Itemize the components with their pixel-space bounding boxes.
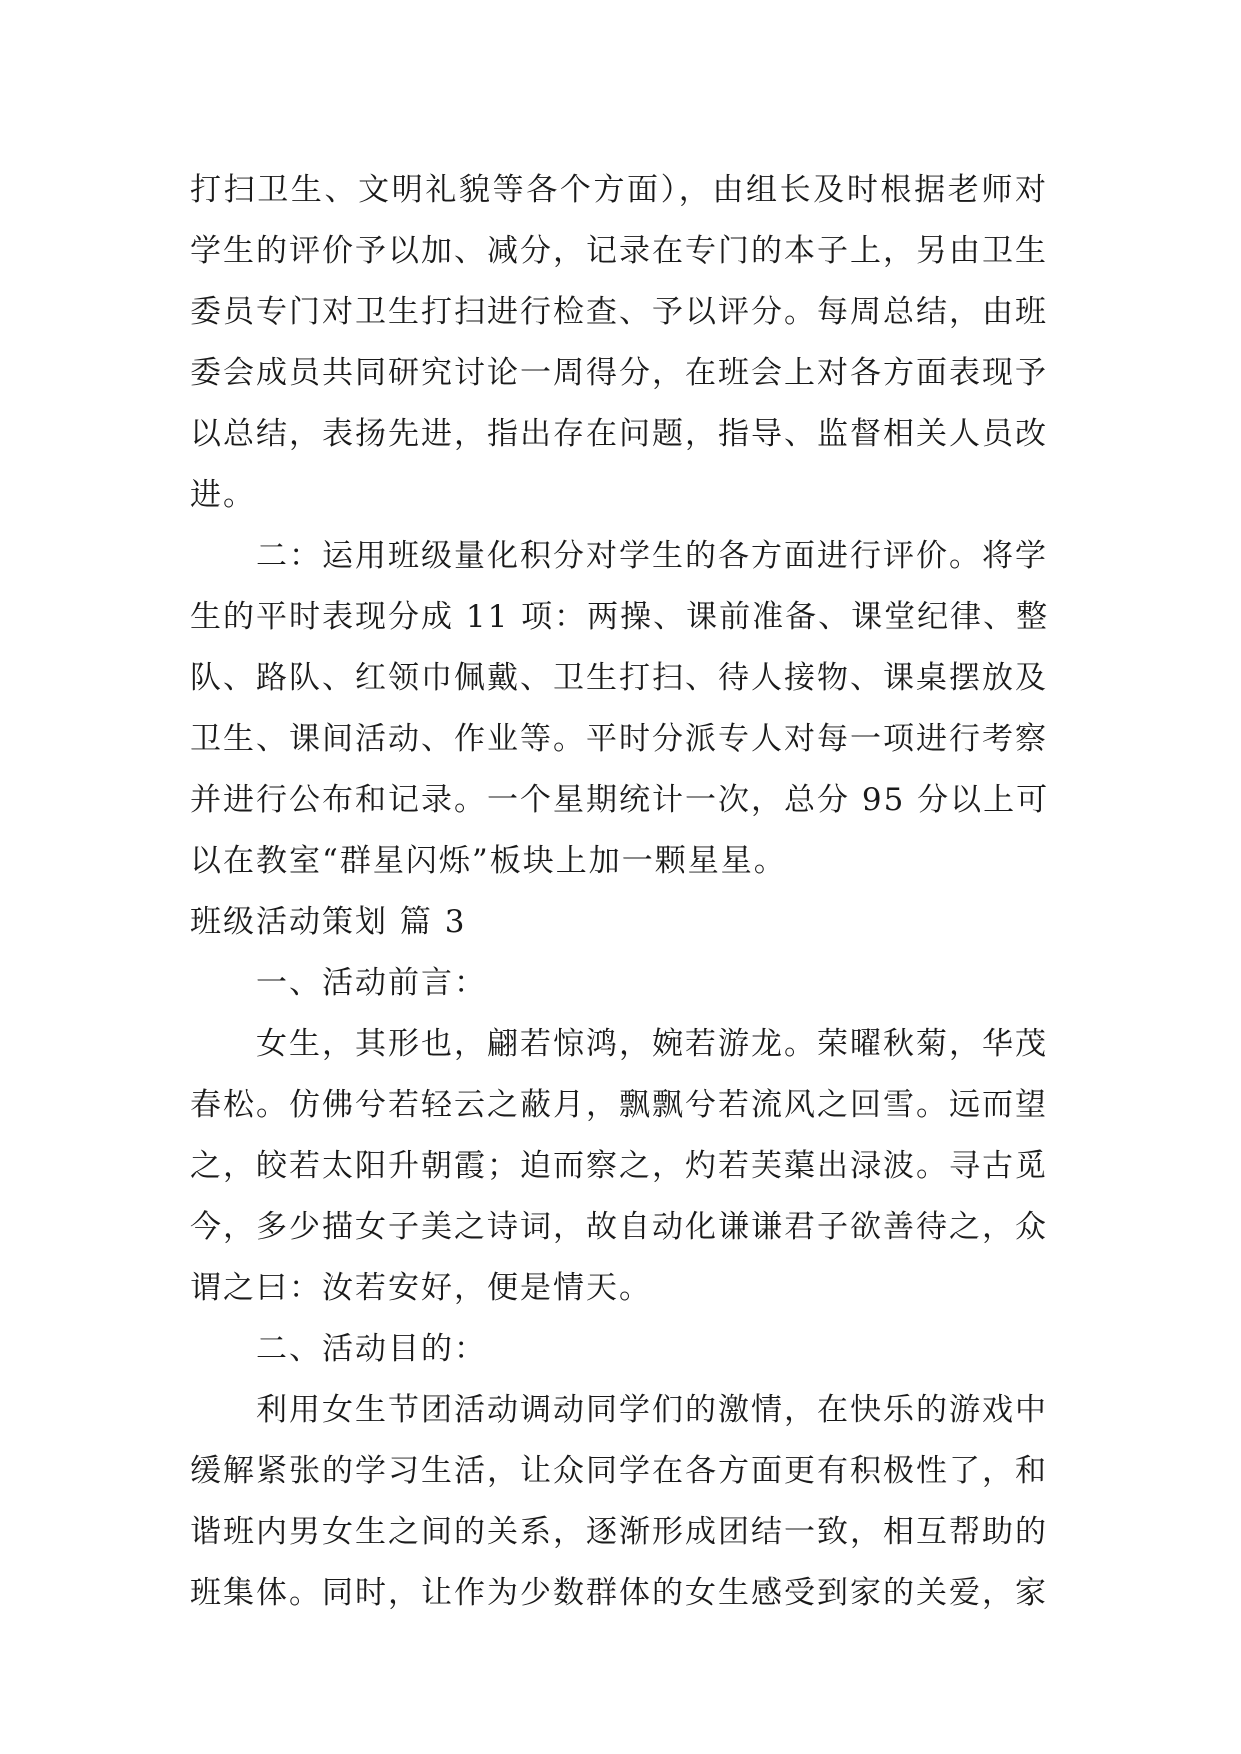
text-line: 进。	[190, 477, 256, 513]
text-line: 缓解紧张的学习生活，让众同学在各方面更有积极性了，和	[190, 1453, 1048, 1489]
text-line: 学生的评价予以加、减分，记录在专门的本子上，另由卫生	[190, 233, 1048, 269]
text-line: 二：运用班级量化积分对学生的各方面进行评价。将学	[256, 538, 1048, 574]
text-line: 队、路队、红领巾佩戴、卫生打扫、待人接物、课桌摆放及	[190, 660, 1048, 696]
text-line: 利用女生节团活动调动同学们的激情，在快乐的游戏中	[256, 1392, 1048, 1428]
text-line: 委会成员共同研究讨论一周得分，在班会上对各方面表现予	[190, 355, 1048, 391]
text-line: 卫生、课间活动、作业等。平时分派专人对每一项进行考察	[190, 721, 1048, 757]
text-line: 班集体。同时，让作为少数群体的女生感受到家的关爱，家	[190, 1575, 1048, 1611]
text-line: 春松。仿佛兮若轻云之蔽月，飘飘兮若流风之回雪。远而望	[190, 1087, 1048, 1123]
text-line: 以总结，表扬先进，指出存在问题，指导、监督相关人员改	[190, 416, 1048, 452]
text-line: 之，皎若太阳升朝霞；迫而察之，灼若芙蕖出渌波。寻古觅	[190, 1148, 1048, 1184]
text-line: 委员专门对卫生打扫进行检查、予以评分。每周总结，由班	[190, 294, 1048, 330]
text-line: 一、活动前言：	[256, 965, 487, 1001]
document-page	[190, 160, 1048, 1624]
text-line: 班级活动策划 篇 3	[190, 904, 467, 940]
text-line: 二、活动目的：	[256, 1331, 487, 1367]
text-line: 今，多少描女子美之诗词，故自动化谦谦君子欲善待之，众	[190, 1209, 1048, 1245]
text-line: 谓之曰：汝若安好，便是情天。	[190, 1270, 652, 1306]
text-line: 女生，其形也，翩若惊鸿，婉若游龙。荣曜秋菊，华茂	[256, 1026, 1048, 1062]
text-line: 以在教室“群星闪烁”板块上加一颗星星。	[190, 843, 787, 879]
text-line: 并进行公布和记录。一个星期统计一次，总分 95 分以上可	[190, 782, 1050, 818]
text-line: 生的平时表现分成 11 项：两操、课前准备、课堂纪律、整	[190, 599, 1050, 635]
text-line: 谐班内男女生之间的关系，逐渐形成团结一致，相互帮助的	[190, 1514, 1048, 1550]
text-line: 打扫卫生、文明礼貌等各个方面），由组长及时根据老师对	[190, 172, 1048, 208]
